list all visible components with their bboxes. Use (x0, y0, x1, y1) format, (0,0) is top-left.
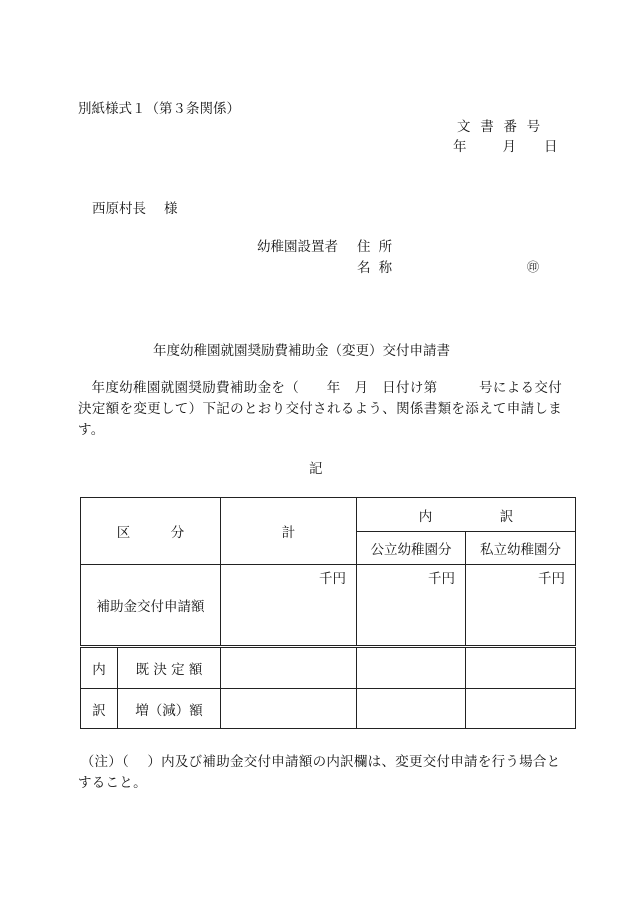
change-amount-label: 増（減）額 (118, 689, 221, 729)
decided-amount-label: 既 決 定 額 (118, 647, 221, 689)
address-label: 住所 (357, 239, 401, 255)
change-public-cell[interactable] (357, 689, 466, 729)
decided-total-cell[interactable] (221, 647, 357, 689)
private-kindergarten-header: 私立幼稚園分 (466, 532, 576, 565)
document-number-label: 文書番号 (457, 119, 550, 135)
application-amount-row (81, 565, 576, 647)
unit-label: 千円 (319, 571, 346, 587)
record-label: 記 (309, 461, 323, 477)
date-day: 日 (544, 139, 558, 155)
category-header: 区 分 (81, 498, 221, 565)
note: （注）（ ）内及び補助金交付申請額の内訳欄は、変更交付申請を行う場合とすること。 (78, 754, 561, 791)
public-kindergarten-header: 公立幼稚園分 (357, 532, 466, 565)
date-line (453, 141, 558, 155)
change-total-cell[interactable] (221, 689, 357, 729)
application-amount-label: 補助金交付申請額 (81, 565, 221, 647)
inner-label-bottom: 訳 (81, 689, 118, 729)
inner-label-top: 内 (81, 647, 118, 689)
change-private-cell[interactable] (466, 689, 576, 729)
unit-label: 千円 (428, 571, 455, 587)
document-title: 年度幼稚園就園奨励費補助金（変更）交付申請書 (153, 343, 450, 359)
total-header: 計 (221, 498, 357, 565)
decided-public-cell[interactable] (357, 647, 466, 689)
recipient (92, 203, 178, 217)
date-month: 月 (502, 139, 516, 155)
unit-label: 千円 (538, 571, 565, 587)
table-header-row (81, 498, 576, 532)
public-amount-cell[interactable] (357, 565, 466, 647)
applicant-role: 幼稚園設置者 (257, 239, 338, 255)
recipient-honorific: 様 (164, 201, 178, 217)
date-year: 年 (453, 139, 467, 155)
decided-private-cell[interactable] (466, 647, 576, 689)
decided-amount-row (81, 647, 576, 689)
change-amount-row (81, 689, 576, 729)
seal-mark: ㊞ (527, 260, 540, 274)
breakdown-header: 内 訳 (357, 498, 576, 532)
total-amount-cell[interactable] (221, 565, 357, 647)
recipient-name: 西原村長 (92, 201, 146, 217)
form-label: 別紙様式１（第３条関係） (78, 101, 240, 117)
breakdown-table (80, 497, 576, 729)
body-paragraph: 年度幼稚園就園奨励費補助金を（ 年 月 日付け第 号による交付決定額を変更して）下記のとおり交付されるよう、関係書類を添えて申請します。 (78, 380, 562, 438)
name-label: 名称 (357, 260, 401, 276)
private-amount-cell[interactable] (466, 565, 576, 647)
